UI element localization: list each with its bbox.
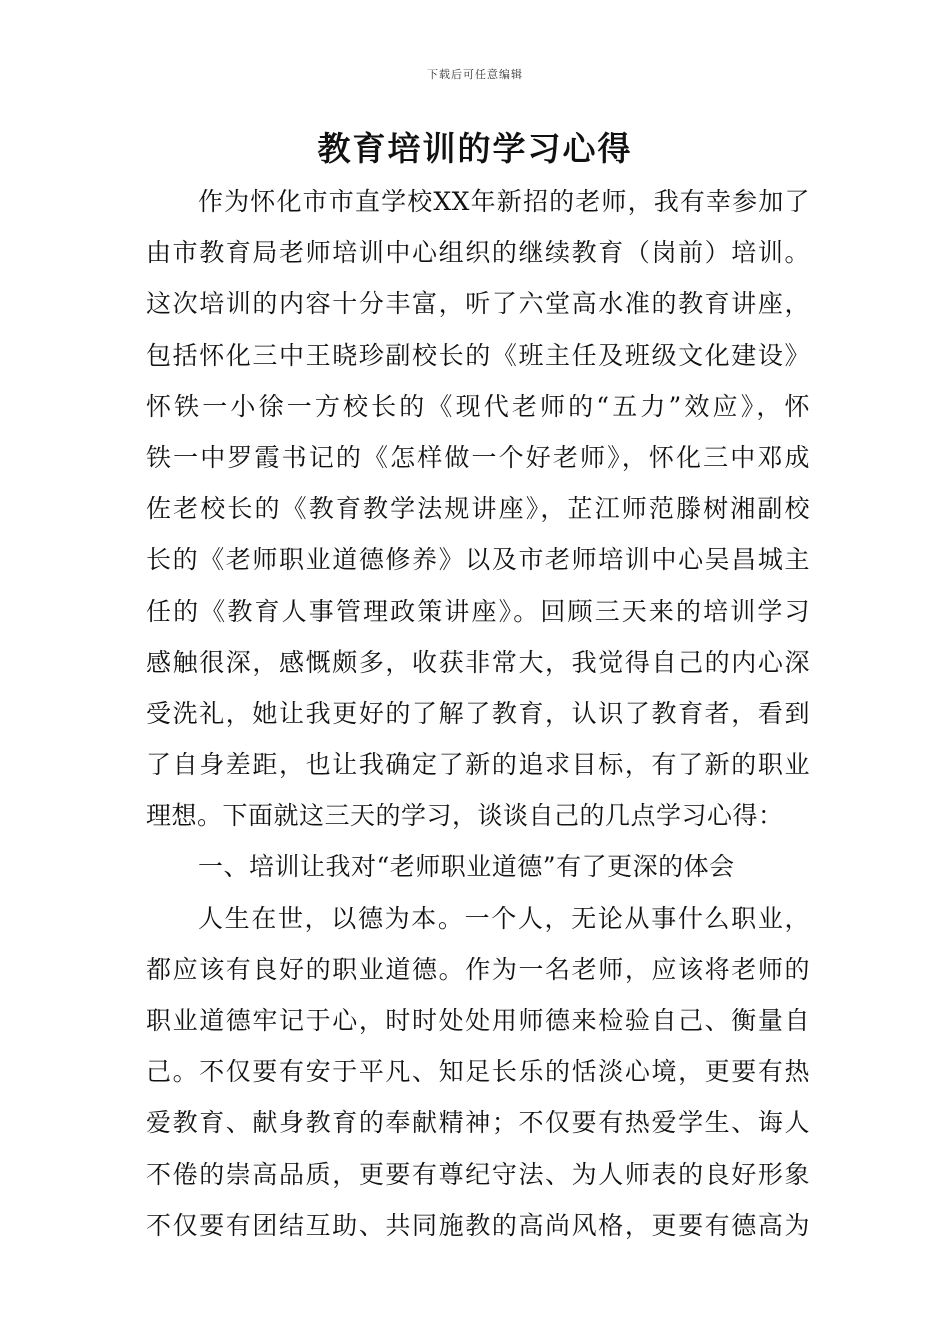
paragraph-line: 作为怀化市市直学校XX年新招的老师，我有幸参加了 bbox=[198, 187, 810, 216]
paragraph-line: 包括怀化三中王晓珍副校长的《班主任及班级文化建设》 bbox=[146, 340, 810, 370]
header-note: 下载后可任意编辑 bbox=[427, 68, 523, 81]
paragraph-line: 职业道德牢记于心，时时处处用师德来检验自己、衡量自 bbox=[146, 1006, 810, 1035]
paragraph-line: 人生在世，以德为本。一个人，无论从事什么职业， bbox=[198, 903, 810, 933]
paragraph-line: 都应该有良好的职业道德。作为一名老师，应该将老师的 bbox=[146, 954, 810, 984]
paragraph-line: 铁一中罗霞书记的《怎样做一个好老师》，怀化三中邓成 bbox=[146, 442, 810, 472]
paragraph-line: 爱教育、献身教育的奉献精神；不仅要有热爱学生、诲人 bbox=[146, 1108, 810, 1138]
paragraph-line: 佐老校长的《教育教学法规讲座》，芷江师范滕树湘副校 bbox=[146, 494, 810, 524]
paragraph-line: 由市教育局老师培训中心组织的继续教育（岗前）培训。 bbox=[146, 238, 810, 268]
paragraph-line: 己。不仅要有安于平凡、知足长乐的恬淡心境，更要有热 bbox=[146, 1057, 810, 1087]
document-title: 教育培训的学习心得 bbox=[317, 129, 633, 168]
paragraph-line: 理想。下面就这三天的学习，谈谈自己的几点学习心得： bbox=[146, 801, 784, 831]
paragraph-line: 这次培训的内容十分丰富，听了六堂高水准的教育讲座， bbox=[146, 289, 810, 319]
paragraph-line: 任的《教育人事管理政策讲座》。回顾三天来的培训学习 bbox=[146, 596, 810, 626]
paragraph-line: 受洗礼，她让我更好的了解了教育，认识了教育者，看到 bbox=[146, 698, 810, 728]
paragraph-line: 不仅要有团结互助、共同施教的高尚风格，更要有德高为 bbox=[146, 1210, 810, 1240]
paragraph-line: 长的《老师职业道德修养》以及市老师培训中心吴昌城主 bbox=[146, 545, 810, 575]
paragraph-line: 怀铁一小徐一方校长的《现代老师的“五力”效应》，怀 bbox=[146, 391, 810, 421]
paragraph-line: 了自身差距，也让我确定了新的追求目标，有了新的职业 bbox=[146, 750, 810, 780]
paragraph-line: 感触很深，感慨颇多，收获非常大，我觉得自己的内心深 bbox=[146, 647, 810, 677]
document-body bbox=[146, 176, 810, 1251]
paragraph-line: 不倦的崇高品质，更要有尊纪守法、为人师表的良好形象 bbox=[146, 1159, 810, 1189]
section-heading: 一、培训让我对“老师职业道德”有了更深的体会 bbox=[198, 852, 735, 882]
